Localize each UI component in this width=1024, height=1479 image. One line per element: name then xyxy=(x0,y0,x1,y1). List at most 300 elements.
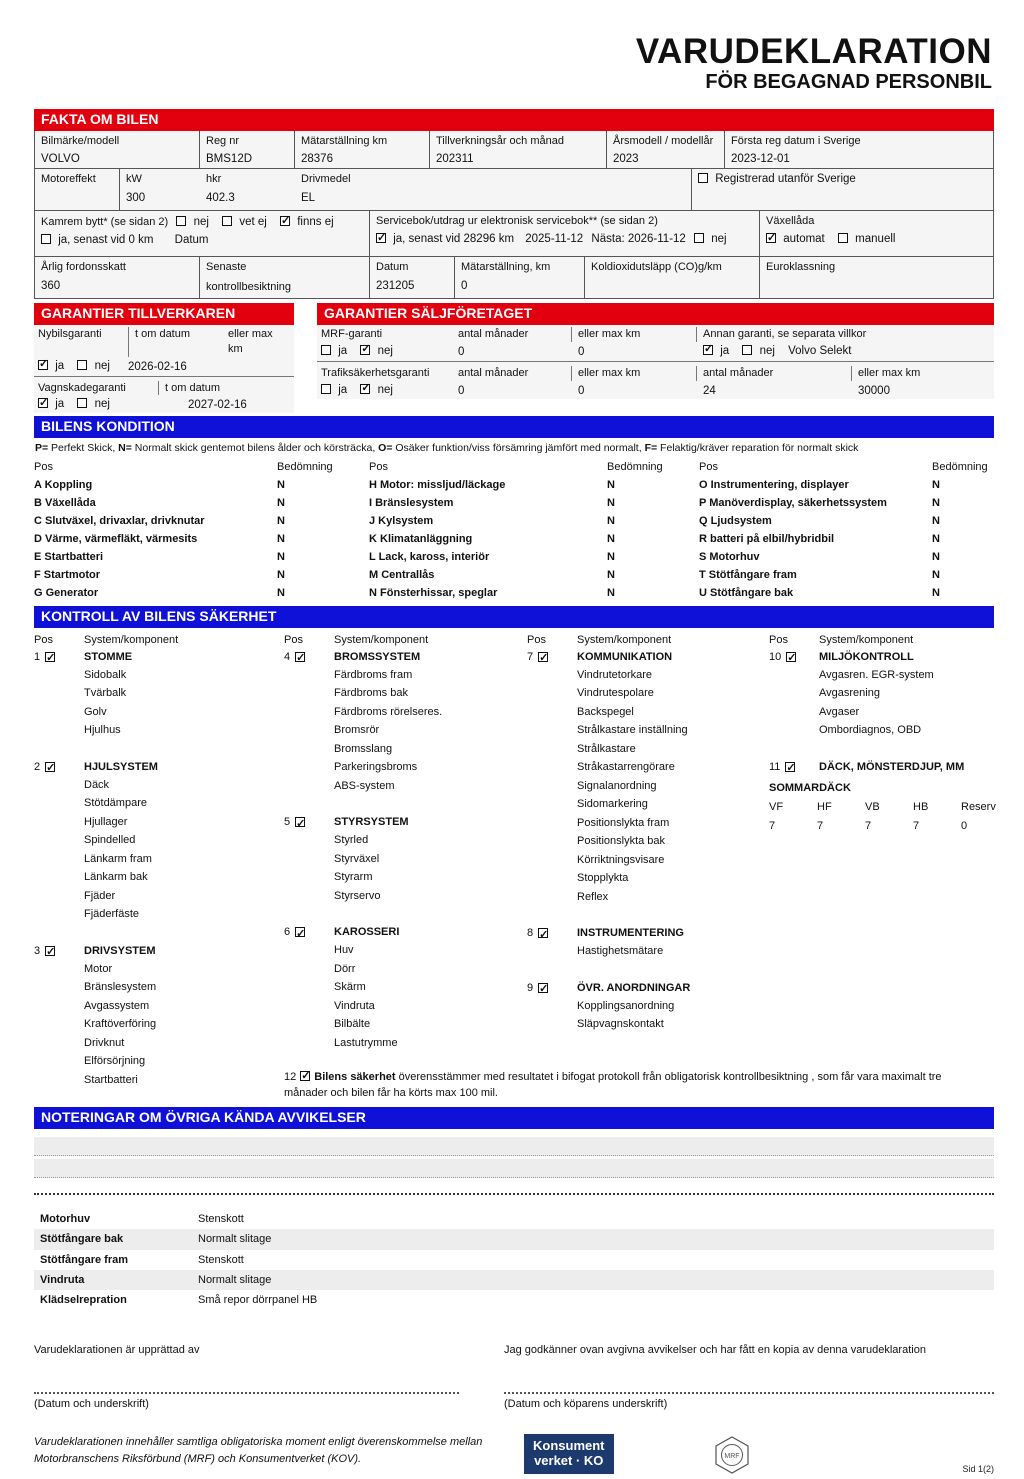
divider xyxy=(34,376,294,377)
checkbox-label: manuell xyxy=(855,233,896,246)
dotted-line xyxy=(34,1137,994,1156)
component-item: Vindrutespolare xyxy=(577,687,654,700)
component-item: Ombordiagnos, OBD xyxy=(819,724,922,737)
checkbox-label: ja, senast vid 28296 km xyxy=(393,233,515,246)
field-label: Kamrem bytt* (se sidan 2) xyxy=(41,216,169,229)
component-name: E Startbatteri xyxy=(34,550,104,563)
garantier-section xyxy=(34,303,994,413)
group-number: 10 xyxy=(769,650,782,663)
group-items xyxy=(577,942,769,961)
divider xyxy=(317,361,994,362)
component-item: Huv xyxy=(334,944,354,957)
tyre-depth-value: 7 xyxy=(913,819,920,832)
kontroll-table xyxy=(34,634,994,1108)
system-header: System/komponent xyxy=(84,633,179,646)
component-name: J Kylsystem xyxy=(369,514,434,527)
tyre-depth-value: 7 xyxy=(865,819,872,832)
component-grade: N xyxy=(932,514,940,527)
group-title: MILJÖKONTROLL xyxy=(819,650,914,663)
field-label: Reg nr xyxy=(206,134,240,147)
component-name: I Bränslesystem xyxy=(369,496,454,509)
group-number: 3 xyxy=(34,944,41,957)
field-value: 300 xyxy=(126,192,146,205)
group-items xyxy=(334,666,527,796)
nybilsgaranti-nej-checkbox[interactable] xyxy=(77,360,87,370)
group-items xyxy=(84,776,284,924)
component-item: Positionslykta fram xyxy=(577,816,670,829)
annan-garanti-namn: Volvo Selekt xyxy=(788,344,852,357)
component-item: Bromsrör xyxy=(334,724,380,737)
kontroll-column-1 xyxy=(34,634,284,1108)
kontroll-column-3 xyxy=(527,634,769,1108)
vagnskadegaranti-ja-checkbox[interactable] xyxy=(38,398,48,408)
fakta-field xyxy=(725,131,993,169)
group-number: 8 xyxy=(527,927,534,940)
component-item: Dörr xyxy=(334,962,356,975)
component-name: K Klimatanläggning xyxy=(369,532,473,545)
avvikelse-del: Vindruta xyxy=(40,1273,85,1286)
avvikelse-row xyxy=(34,1250,994,1270)
field-label: Datum xyxy=(376,261,409,274)
field-label: hkr xyxy=(206,173,222,186)
group-number: 2 xyxy=(34,760,41,773)
component-item: Styrväxel xyxy=(334,852,380,865)
component-grade: N xyxy=(607,496,615,509)
kommunikation-checkbox[interactable] xyxy=(538,652,548,662)
component-item: Fjäder xyxy=(84,889,116,902)
kontroll-group-karosseri xyxy=(284,923,527,1052)
note-number: 12 xyxy=(284,1071,297,1084)
component-item: Stopplykta xyxy=(577,872,629,885)
field-value: 2023-12-01 xyxy=(731,153,790,166)
trafik-garanti-maxkm: 0 xyxy=(578,384,585,397)
component-item: Avgaser xyxy=(819,705,860,718)
checkbox-label: nej xyxy=(193,216,209,229)
field-label: Motoreffekt xyxy=(41,173,96,186)
field-value: VOLVO xyxy=(41,153,80,166)
pos-header: Pos xyxy=(284,633,303,646)
component-item: Bromsslang xyxy=(334,742,393,755)
group-title: DÄCK, MÖNSTERDJUP, MM xyxy=(819,760,965,773)
checkbox-label: finns ej xyxy=(297,216,334,229)
field-value: 0 xyxy=(461,280,468,293)
fakta-field xyxy=(295,131,430,169)
avvikelse-notering: Stenskott xyxy=(198,1212,244,1225)
field-value: BMS12D xyxy=(206,153,253,166)
kondition-table xyxy=(34,459,994,602)
component-name: O Instrumentering, displayer xyxy=(699,478,849,491)
kamrem-cell xyxy=(35,211,370,256)
checkbox-label: nej xyxy=(711,233,727,246)
bedomning-header: Bedömning xyxy=(932,460,988,473)
bedomning-header: Bedömning xyxy=(277,460,333,473)
field-label: MRF-garanti xyxy=(321,327,383,340)
page-number: Sid 1(2) xyxy=(962,1464,994,1475)
field-label: eller max km xyxy=(228,327,273,355)
component-item: Bränslesystem xyxy=(84,981,157,994)
checkbox-label: automat xyxy=(783,233,825,246)
mrf-garanti-nej-checkbox[interactable] xyxy=(360,345,370,355)
tyre-position-label: VB xyxy=(865,800,880,813)
component-grade: N xyxy=(277,478,285,491)
datum-label: Datum xyxy=(174,234,209,247)
section-header-noteringar: NOTERINGAR OM ÖVRIGA KÄNDA AVVIKELSER xyxy=(34,1107,994,1129)
buyer-signature-block xyxy=(504,1344,994,1410)
component-item: Strålkastare inställning xyxy=(577,724,688,737)
instrumentering-checkbox[interactable] xyxy=(538,928,548,938)
component-item: ABS-system xyxy=(334,779,395,792)
field-label: Årsmodell / modellår xyxy=(613,134,714,147)
motoreffekt-cell xyxy=(35,169,120,210)
kondition-rows xyxy=(369,476,669,602)
component-item: Kopplingsanordning xyxy=(577,999,675,1012)
group-title: ÖVR. ANORDNINGAR xyxy=(577,981,691,994)
field-value: 28376 xyxy=(301,153,333,166)
vaxellada-manuell-checkbox[interactable] xyxy=(838,233,848,243)
drivsystem-checkbox[interactable] xyxy=(45,946,55,956)
avvikelse-del: Stötfångare bak xyxy=(40,1233,124,1246)
group-title: HJULSYSTEM xyxy=(84,760,158,773)
kontroll-group-miljokontroll xyxy=(769,648,994,740)
footer xyxy=(34,1434,994,1479)
tyre-position-headers xyxy=(769,798,994,816)
dack-checkbox[interactable] xyxy=(785,762,795,772)
registrerad-utanfor-sverige-checkbox[interactable] xyxy=(698,173,708,183)
fakta-row-1 xyxy=(35,131,993,170)
bilens-sakerhet-checkbox[interactable] xyxy=(300,1071,310,1081)
field-label: Vagnskadegaranti xyxy=(38,381,126,394)
avvikelse-del: Stötfångare fram xyxy=(40,1253,129,1266)
annan-garanti-nej-checkbox[interactable] xyxy=(742,345,752,355)
component-item: Vindrutetorkare xyxy=(577,668,653,681)
tyre-position-label: VF xyxy=(769,800,784,813)
tyre-position-label: HF xyxy=(817,800,832,813)
fakta-field xyxy=(35,131,200,169)
component-item: Styrarm xyxy=(334,871,373,884)
kontroll-group-drivsystem xyxy=(34,942,284,1090)
bedomning-header: Bedömning xyxy=(607,460,663,473)
kondition-row xyxy=(699,476,994,494)
annan-garanti-maxkm: 30000 xyxy=(858,384,890,397)
seller-signature-block xyxy=(34,1344,459,1410)
component-grade: N xyxy=(932,568,940,581)
kw-cell xyxy=(120,169,200,210)
pos-header: Pos xyxy=(34,460,53,473)
field-value: EL xyxy=(301,192,316,205)
section-header-garanti-saljforetag: GARANTIER SÄLJFÖRETAGET xyxy=(317,303,994,325)
field-label: Mätarställning km xyxy=(301,134,388,147)
component-grade: N xyxy=(932,478,940,491)
stomme-checkbox[interactable] xyxy=(45,652,55,662)
component-item: Spindelled xyxy=(84,834,136,847)
tyre-depth-value: 7 xyxy=(769,819,776,832)
group-items xyxy=(84,960,284,1090)
servicebok-nej-checkbox[interactable] xyxy=(694,233,704,243)
component-name: A Koppling xyxy=(34,478,93,491)
kontroll-group-bromssystem xyxy=(284,648,527,796)
component-item: Reflex xyxy=(577,890,609,903)
component-name: H Motor: missljud/läckage xyxy=(369,478,506,491)
system-header: System/komponent xyxy=(577,633,672,646)
component-item: Golv xyxy=(84,705,107,718)
mrf-logo-icon xyxy=(714,1436,750,1479)
avvikelse-del: Klädselrepration xyxy=(40,1294,127,1307)
kondition-row xyxy=(34,512,339,530)
component-item: Länkarm bak xyxy=(84,871,148,884)
bromssystem-checkbox[interactable] xyxy=(295,652,305,662)
fakta-field xyxy=(430,131,607,169)
checkbox-label: nej xyxy=(377,383,393,396)
kondition-row xyxy=(34,548,339,566)
component-item: Färdbroms bak xyxy=(334,687,408,700)
component-item: Lastutrymme xyxy=(334,1036,398,1049)
legend-key: N= xyxy=(118,442,132,455)
field-label: kontrollbesiktning xyxy=(206,281,291,294)
legend-key: P= xyxy=(35,442,49,455)
group-items xyxy=(577,997,769,1034)
vagnskadegaranti-nej-checkbox[interactable] xyxy=(77,398,87,408)
component-grade: N xyxy=(277,532,285,545)
konsumentverket-logo-line2: verket · KO xyxy=(534,1453,604,1469)
group-items xyxy=(577,666,769,907)
tyre-depth-value: 0 xyxy=(961,819,968,832)
component-grade: N xyxy=(607,586,615,599)
field-value: 360 xyxy=(41,280,61,293)
kondition-row xyxy=(369,476,669,494)
tyre-position-label: HB xyxy=(913,800,929,813)
kondition-row xyxy=(369,548,669,566)
component-name: P Manöverdisplay, säkerhetssystem xyxy=(699,496,887,509)
system-header: System/komponent xyxy=(334,633,429,646)
component-name: D Värme, värmefläkt, värmesits xyxy=(34,532,198,545)
kondition-legend xyxy=(35,442,993,456)
legend-key: F= xyxy=(644,442,658,455)
field-label: eller max km xyxy=(571,327,696,342)
kondition-column-3 xyxy=(699,459,994,602)
checkbox-label: nej xyxy=(759,344,775,357)
field-label: t om datum xyxy=(158,381,290,396)
vaxellada-automat-checkbox[interactable] xyxy=(766,233,776,243)
noteringar-blank-lines xyxy=(34,1137,994,1195)
kamrem-ja-checkbox[interactable] xyxy=(41,234,51,244)
component-item: Avgassystem xyxy=(84,999,150,1012)
seller-signature-line xyxy=(34,1392,459,1394)
styrsystem-checkbox[interactable] xyxy=(295,817,305,827)
buyer-signature-line xyxy=(504,1392,994,1394)
nybilsgaranti-ja-checkbox[interactable] xyxy=(38,360,48,370)
checkbox-label: nej xyxy=(94,398,110,411)
component-item: Länkarm fram xyxy=(84,852,152,865)
servicebok-nasta: Nästa: 2026-11-12 xyxy=(591,233,686,246)
tyre-depth-value: 7 xyxy=(817,819,824,832)
component-grade: N xyxy=(607,478,615,491)
pos-header: Pos xyxy=(369,460,388,473)
component-item: Parkeringsbroms xyxy=(334,761,418,774)
component-grade: N xyxy=(607,550,615,563)
component-item: Kraftöverföring xyxy=(84,1018,157,1031)
kondition-row xyxy=(369,584,669,602)
trafiksakerhetsgaranti-ja-checkbox[interactable] xyxy=(321,384,331,394)
hjulsystem-checkbox[interactable] xyxy=(45,762,55,772)
kamrem-finns-ej-checkbox[interactable] xyxy=(280,216,290,226)
field-label: Euroklassning xyxy=(766,261,836,274)
kondition-row xyxy=(369,512,669,530)
fakta-table xyxy=(34,131,994,300)
component-item: Avgasren. EGR-system xyxy=(819,668,934,681)
system-header: System/komponent xyxy=(819,633,914,646)
component-name: G Generator xyxy=(34,586,99,599)
besiktning-cell xyxy=(200,257,370,298)
ovr-anordningar-checkbox[interactable] xyxy=(538,983,548,993)
annan-garanti-ja-checkbox[interactable] xyxy=(703,345,713,355)
group-title: BROMSSYSTEM xyxy=(334,650,421,663)
pos-header: Pos xyxy=(34,633,53,646)
avvikelse-notering: Normalt slitage xyxy=(198,1233,272,1246)
fakta-field xyxy=(200,131,295,169)
component-name: C Slutväxel, drivaxlar, drivknutar xyxy=(34,514,205,527)
field-label: eller max km xyxy=(851,366,990,381)
kamrem-vet-ej-checkbox[interactable] xyxy=(222,216,232,226)
seller-signature-label: Varudeklarationen är upprättad av xyxy=(34,1344,200,1357)
avvikelse-row xyxy=(34,1229,994,1249)
kondition-row xyxy=(369,566,669,584)
legend-text: Felaktig/kräver reparation för normalt skick xyxy=(657,442,859,455)
kondition-row xyxy=(699,494,994,512)
fakta-field xyxy=(607,131,725,169)
group-number: 7 xyxy=(527,650,534,663)
kontroll-group-instrumentering xyxy=(527,924,769,961)
avvikelse-row xyxy=(34,1290,994,1310)
component-grade: N xyxy=(277,568,285,581)
kontroll-column-4 xyxy=(769,634,994,1108)
kondition-row xyxy=(699,512,994,530)
kondition-row xyxy=(699,548,994,566)
component-grade: N xyxy=(607,514,615,527)
kondition-row xyxy=(34,494,339,512)
konsumentverket-logo-line1: Konsument xyxy=(533,1438,605,1454)
checkbox-label: ja xyxy=(55,398,65,411)
garanti-saljforetag-table xyxy=(317,325,994,399)
component-item: Styrservo xyxy=(334,889,381,902)
signature-section xyxy=(34,1344,994,1410)
kontroll-group-ovr-anordningar xyxy=(527,979,769,1034)
component-item: Hastighetsmätare xyxy=(577,945,664,958)
component-grade: N xyxy=(607,532,615,545)
component-name: B Växellåda xyxy=(34,496,96,509)
miljokontroll-checkbox[interactable] xyxy=(786,652,796,662)
group-title: INSTRUMENTERING xyxy=(577,927,684,940)
component-item: Hjulhus xyxy=(84,724,121,737)
group-number: 6 xyxy=(284,926,291,939)
tyre-position-label: Reserv xyxy=(961,800,996,813)
kondition-column-2 xyxy=(369,459,669,602)
buyer-signature-caption: (Datum och köparens underskrift) xyxy=(504,1398,668,1411)
component-name: U Stötfångare bak xyxy=(699,586,794,599)
field-label: Trafiksäkerhetsgaranti xyxy=(321,366,430,379)
besiktning-matarstallning-cell xyxy=(455,257,585,298)
component-grade: N xyxy=(932,532,940,545)
document-title xyxy=(34,34,992,93)
garanti-tillverkare-table xyxy=(34,325,294,414)
avvikelse-row xyxy=(34,1209,994,1229)
title-main: VARUDEKLARATION xyxy=(635,32,992,71)
field-label: antal månader xyxy=(458,366,529,379)
vagnskadegaranti-datum: 2027-02-16 xyxy=(188,399,247,412)
group-items xyxy=(334,941,527,1052)
svg-text:MRF: MRF xyxy=(723,1453,740,1461)
field-label: Koldioxidutsläpp (CO)g/km xyxy=(591,261,722,274)
seller-signature-caption: (Datum och underskrift) xyxy=(34,1398,149,1411)
component-grade: N xyxy=(277,496,285,509)
kondition-row xyxy=(34,476,339,494)
dotted-line xyxy=(34,1159,994,1178)
group-title: DRIVSYSTEM xyxy=(84,944,156,957)
checkbox-label: ja, senast vid 0 km xyxy=(58,234,154,247)
group-number: 9 xyxy=(527,981,534,994)
fakta-row-2 xyxy=(35,169,993,211)
avvikelse-del: Motorhuv xyxy=(40,1212,91,1225)
checkbox-label: vet ej xyxy=(239,216,267,229)
field-label: eller max km xyxy=(571,366,696,381)
trafik-garanti-manader: 0 xyxy=(458,384,465,397)
component-item: Däck xyxy=(84,778,110,791)
component-grade: N xyxy=(277,550,285,563)
drivmedel-cell xyxy=(295,169,691,210)
pos-header: Pos xyxy=(769,633,788,646)
component-name: T Stötfångare fram xyxy=(699,568,797,581)
karosseri-checkbox[interactable] xyxy=(295,927,305,937)
dotted-line-heavy xyxy=(34,1181,994,1195)
checkbox-label: ja xyxy=(338,383,348,396)
component-name: R batteri på elbil/hybridbil xyxy=(699,532,835,545)
component-name: Q Ljudsystem xyxy=(699,514,772,527)
fakta-row-4 xyxy=(35,257,993,298)
annan-garanti-manader: 24 xyxy=(703,384,716,397)
component-item: Färdbroms rörelseres. xyxy=(334,705,443,718)
field-value: 2023 xyxy=(613,153,639,166)
group-items xyxy=(84,666,284,740)
konsumentverket-logo xyxy=(524,1434,614,1474)
kondition-rows xyxy=(34,476,339,602)
group-title: STYRSYSTEM xyxy=(334,816,409,829)
mrf-garanti-ja-checkbox[interactable] xyxy=(321,345,331,355)
pos-header: Pos xyxy=(527,633,546,646)
kondition-row xyxy=(369,530,669,548)
component-item: Positionslykta bak xyxy=(577,835,666,848)
component-name: F Startmotor xyxy=(34,568,100,581)
field-label: Tillverkningsår och månad xyxy=(436,134,564,147)
field-value: 202311 xyxy=(436,153,474,166)
kontroll-group-styrsystem xyxy=(284,813,527,905)
component-name: N Fönsterhissar, speglar xyxy=(369,586,498,599)
legend-text: Osäker funktion/viss försämring jämfört med normalt, xyxy=(392,442,645,455)
field-label: kW xyxy=(126,173,142,186)
component-item: Sidobalk xyxy=(84,668,127,681)
group-items xyxy=(334,831,527,905)
field-label: Servicebok/utdrag ur elektronisk servicebok** (se sidan 2) xyxy=(376,215,658,228)
field-label: Mätarställning, km xyxy=(461,261,551,274)
avvikelse-notering: Stenskott xyxy=(198,1253,244,1266)
avvikelse-notering: Normalt slitage xyxy=(198,1273,272,1286)
tyre-depth-values xyxy=(769,817,994,835)
checkbox-label: ja xyxy=(55,359,65,372)
kamrem-nej-checkbox[interactable] xyxy=(176,216,186,226)
servicebok-ja-checkbox[interactable] xyxy=(376,233,386,243)
fordonsskatt-cell xyxy=(35,257,200,298)
group-number: 11 xyxy=(769,760,781,773)
trafiksakerhetsgaranti-nej-checkbox[interactable] xyxy=(360,384,370,394)
field-label: antal månader xyxy=(696,366,851,381)
